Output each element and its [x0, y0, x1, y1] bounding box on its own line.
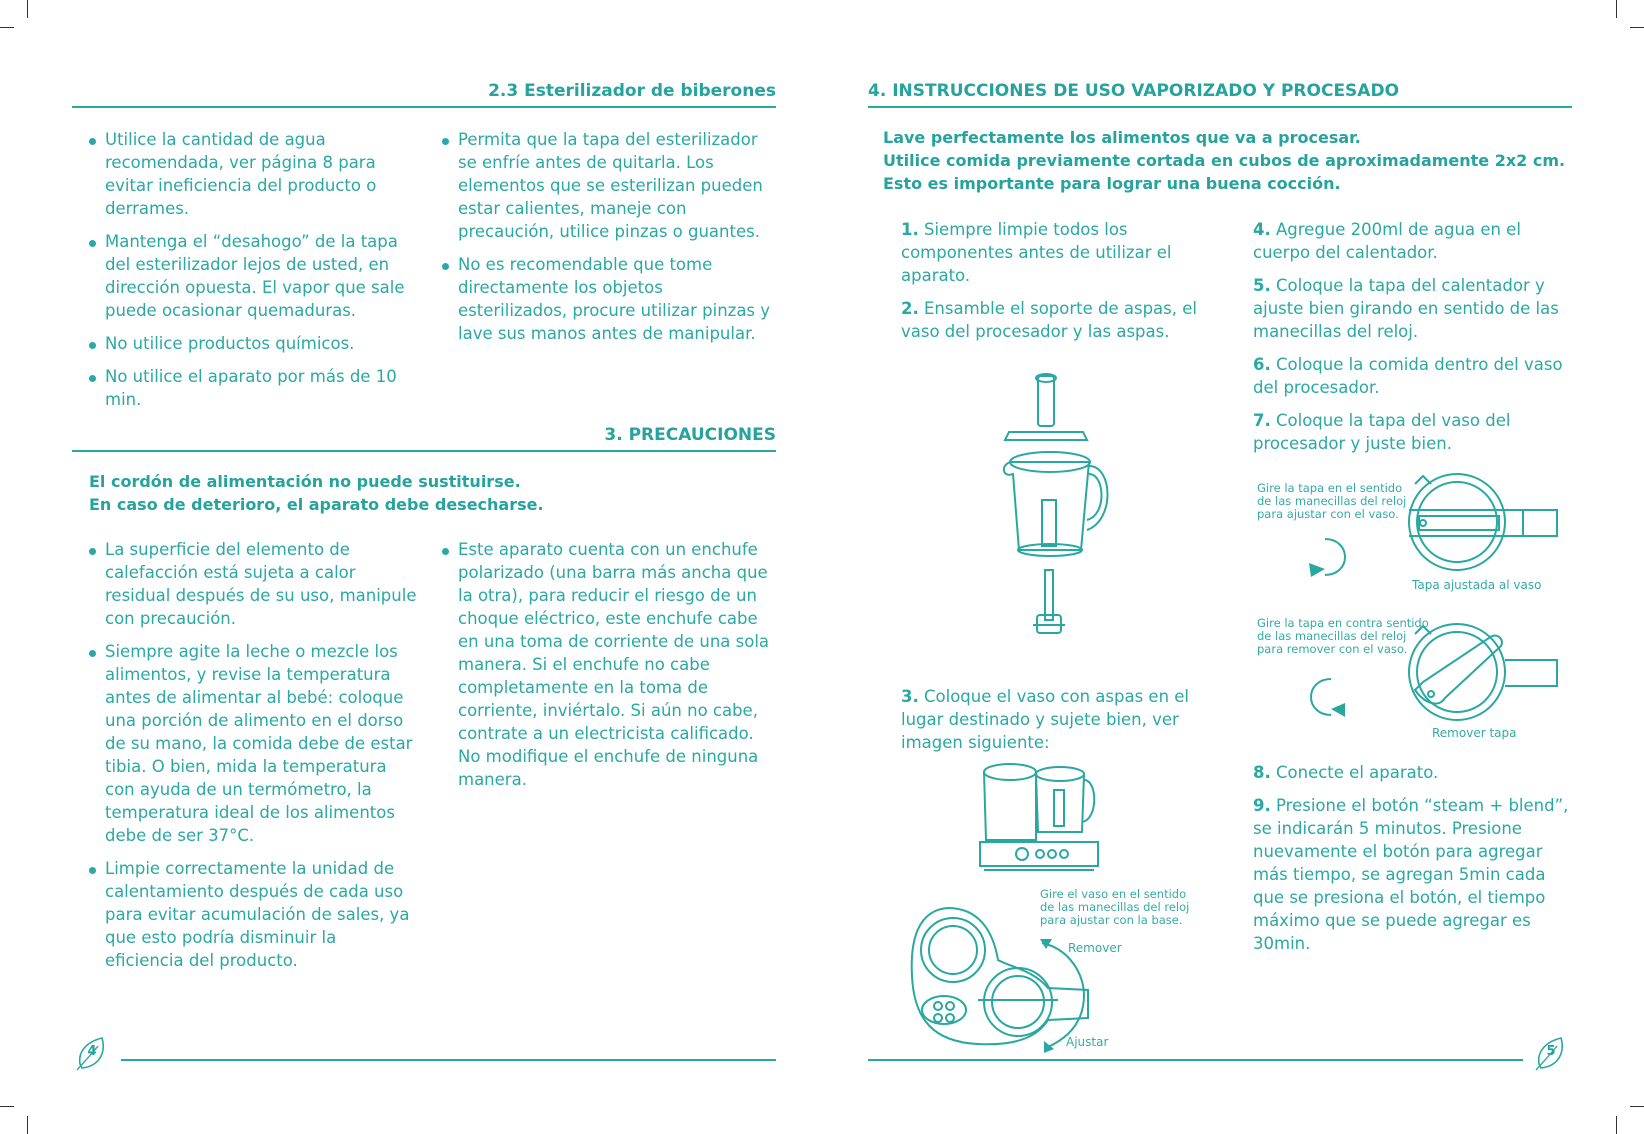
step-6 [1253, 353, 1573, 399]
step-text: Conecte el aparato. [1276, 763, 1439, 782]
intro-line: Lave perfectamente los alimentos que va a procesar. [883, 128, 1361, 147]
list-item: La superficie del elemento de calefacción está sujeta a calor residual después de su uso, manipule con precaución. [89, 538, 419, 630]
step-text: Ensamble el soporte de aspas, el vaso del procesador y las aspas. [901, 299, 1197, 341]
step-2 [901, 297, 1201, 343]
lid-removed-illustration [1405, 620, 1560, 725]
crop-mark [1616, 1116, 1617, 1134]
step-1 [901, 218, 1201, 287]
page-number: 5 [1546, 1044, 1556, 1059]
step-text: Coloque el vaso con aspas en el lugar destinado y sujete bien, ver imagen siguiente: [901, 687, 1190, 752]
lid-adjusted-caption: Tapa ajustada al vaso [1412, 578, 1542, 592]
step-number: 8. [1253, 763, 1271, 782]
list-item: Este aparato cuenta con un enchufe polarizado (una barra más ancha que la otra), para reducir el riesgo de un choque eléctrico, este enchufe cabe en una toma de corriente de una sola manera. Si el enchufe no cabe completamente en la toma de corriente, inviértalo. Si aún no cabe, contrate a un electricista calificado. No modifique el enchufe de ninguna manera. [442, 538, 772, 791]
step-7 [1253, 409, 1573, 455]
base-turn-caption [1040, 888, 1189, 927]
lid-removed-caption: Remover tapa [1432, 726, 1517, 740]
list-item: Permita que la tapa del esterilizador se enfríe antes de quitarla. Los elementos que se esterilizan pueden estar calientes, maneje con precaución, utilice pinzas o guantes. [442, 128, 772, 243]
list-item: No es recomendable que tome directamente los objetos esterilizados, procure utilizar pinzas y lave sus manos antes de manipular. [442, 253, 772, 345]
caption-line: Gire el vaso en el sentido [1040, 887, 1187, 901]
intro-line: El cordón de alimentación no puede sustituirse. [89, 472, 521, 491]
step-number: 6. [1253, 355, 1271, 374]
list-item: No utilice productos químicos. [89, 332, 409, 355]
section-3-list-col2 [442, 538, 772, 801]
step-8 [1253, 761, 1573, 784]
section-23-list-col2 [442, 128, 772, 355]
step-number: 5. [1253, 276, 1271, 295]
section-4-intro [883, 126, 1573, 195]
step-text: Agregue 200ml de agua en el cuerpo del calentador. [1253, 220, 1521, 262]
step-number: 2. [901, 299, 919, 318]
caption-line: de las manecillas del reloj [1040, 900, 1190, 914]
section-3-rule [72, 450, 776, 452]
step-number: 3. [901, 687, 919, 706]
step-text: Coloque la comida dentro del vaso del procesador. [1253, 355, 1563, 397]
adjust-caption: Ajustar [1066, 1035, 1109, 1049]
list-item: Limpie correctamente la unidad de calentamiento después de cada uso para evitar acumulación de sales, ya que esto podría disminuir la eficiencia del producto. [89, 857, 419, 972]
appliance-illustration [980, 760, 1125, 880]
section-4-rule [868, 106, 1572, 108]
rotate-clockwise-icon [1305, 535, 1349, 579]
crop-mark [1630, 1106, 1644, 1107]
steps-col1-top [901, 218, 1201, 353]
step-3 [901, 685, 1201, 754]
crop-mark [0, 27, 14, 28]
section-3-title: 3. PRECAUCIONES [604, 425, 776, 445]
step-text: Siempre limpie todos los componentes antes de utilizar el aparato. [901, 220, 1172, 285]
step-number: 4. [1253, 220, 1271, 239]
lid-remove-caption [1257, 617, 1429, 656]
remove-caption: Remover [1068, 941, 1122, 955]
steps-col1-bottom [901, 685, 1201, 764]
caption-line: de las manecillas del reloj [1257, 629, 1407, 643]
caption-line: para ajustar con el vaso. [1257, 507, 1399, 521]
page-number: 4 [87, 1044, 97, 1059]
step-text: Coloque la tapa del vaso del procesador y juste bien. [1253, 411, 1511, 453]
section-4-title: 4. INSTRUCCIONES DE USO VAPORIZADO Y PROCESADO [868, 81, 1400, 101]
rotate-counterclockwise-icon [1305, 675, 1349, 719]
footer-rule [121, 1059, 776, 1061]
section-3-list-col1 [89, 538, 419, 982]
section-23-list-col1 [89, 128, 409, 421]
page-number-badge [74, 1034, 110, 1074]
section-23-title: 2.3 Esterilizador de biberones [488, 81, 776, 101]
crop-mark [0, 1106, 14, 1107]
step-text: Coloque la tapa del calentador y ajuste bien girando en sentido de las manecillas del reloj. [1253, 276, 1559, 341]
steps-col2-top [1253, 218, 1573, 465]
section-3-intro [89, 470, 749, 516]
step-4 [1253, 218, 1573, 264]
page-number-badge [1533, 1034, 1569, 1074]
caption-line: para ajustar con la base. [1040, 913, 1183, 927]
section-23-rule [72, 106, 776, 108]
step-9 [1253, 794, 1573, 955]
steps-col2-bottom [1253, 761, 1573, 965]
step-text: Presione el botón “steam + blend”, se indicarán 5 minutos. Presione nuevamente el botón para agregar más tiempo, se agregan 5min cada que se presiona el botón, el tiempo máximo que se puede agregar es 30min. [1253, 796, 1569, 953]
footer-rule [868, 1059, 1523, 1061]
intro-line: En caso de deterioro, el aparato debe desecharse. [89, 495, 544, 514]
caption-line: Gire la tapa en el sentido [1257, 481, 1403, 495]
list-item: No utilice el aparato por más de 10 min. [89, 365, 409, 411]
step-number: 1. [901, 220, 919, 239]
step-number: 9. [1253, 796, 1271, 815]
crop-mark [1630, 27, 1644, 28]
step-number: 7. [1253, 411, 1271, 430]
lid-adjust-caption [1257, 482, 1406, 521]
crop-mark [27, 0, 28, 18]
intro-line: Utilice comida previamente cortada en cubos de aproximadamente 2x2 cm. Esto es importante para lograr una buena cocción. [883, 151, 1566, 193]
caption-line: de las manecillas del reloj [1257, 494, 1407, 508]
caption-line: Gire la tapa en contra sentido [1257, 616, 1429, 630]
list-item: Utilice la cantidad de agua recomendada, ver página 8 para evitar ineficiencia del producto o derrames. [89, 128, 409, 220]
crop-mark [27, 1116, 28, 1134]
caption-line: para remover con el vaso. [1257, 642, 1408, 656]
crop-mark [1616, 0, 1617, 18]
list-item: Mantenga el “desahogo” de la tapa del esterilizador lejos de usted, en dirección opuesta. El vapor que sale puede ocasionar quemaduras. [89, 230, 409, 322]
step-5 [1253, 274, 1573, 343]
list-item: Siempre agite la leche o mezcle los alimentos, y revise la temperatura antes de alimentar al bebé: coloque una porción de alimento en el dorso de su mano, la comida debe de estar tibia. O bien, mida la temperatura con ayuda de un termómetro, la temperatura ideal de los alimentos debe de ser 37°C. [89, 640, 419, 847]
blade-assembly-illustration [995, 370, 1135, 660]
lid-adjusted-illustration [1405, 470, 1560, 575]
